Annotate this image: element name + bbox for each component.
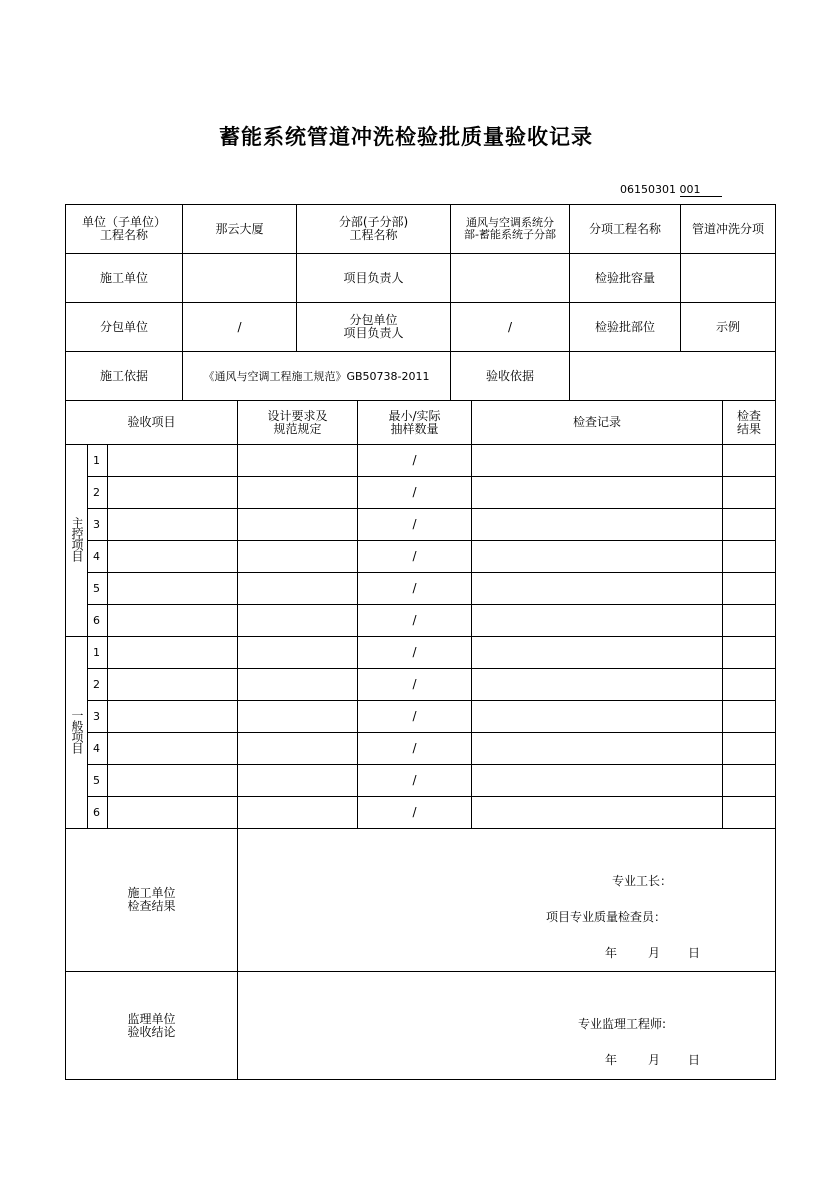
- record-cell: [472, 605, 723, 637]
- sample-cell: /: [358, 765, 472, 797]
- result-cell: [723, 733, 776, 765]
- table-row: [66, 797, 776, 829]
- subcontractor-label: 分包单位: [66, 303, 183, 352]
- sample-cell: /: [358, 445, 472, 477]
- item-cell: [108, 637, 238, 669]
- item-cell: [108, 605, 238, 637]
- header-row-unit: [66, 205, 776, 254]
- row-number: 6: [88, 797, 108, 829]
- item-cell: [108, 573, 238, 605]
- quality-inspector-label: 项目专业质量检查员：: [546, 910, 667, 924]
- result-cell: [723, 701, 776, 733]
- design-cell: [238, 445, 358, 477]
- design-cell: [238, 605, 358, 637]
- construction-unit-value: [183, 254, 297, 303]
- date-year: 年: [605, 946, 618, 960]
- sub-manager-value: /: [451, 303, 570, 352]
- design-cell: [238, 797, 358, 829]
- record-cell: [472, 637, 723, 669]
- sub-manager-label: 分包单位 项目负责人: [297, 303, 451, 352]
- unit-value: 那云大厦: [183, 205, 297, 254]
- row-number: 3: [88, 701, 108, 733]
- design-cell: [238, 477, 358, 509]
- table-row: [66, 733, 776, 765]
- design-cell: [238, 701, 358, 733]
- item-cell: [108, 733, 238, 765]
- result-cell: [723, 509, 776, 541]
- table-row: [66, 637, 776, 669]
- construction-unit-label: 施工单位: [66, 254, 183, 303]
- result-cell: [723, 797, 776, 829]
- row-number: 5: [88, 765, 108, 797]
- result-cell: [723, 669, 776, 701]
- basis-label: 施工依据: [66, 352, 183, 401]
- acceptance-basis-label: 验收依据: [451, 352, 570, 401]
- row-number: 1: [88, 637, 108, 669]
- batch-capacity-label: 检验批容量: [570, 254, 681, 303]
- construction-check-signature: [238, 829, 776, 972]
- record-cell: [472, 541, 723, 573]
- main-control-label: 主控项目: [66, 445, 88, 637]
- general-label: 一般项目: [66, 637, 88, 829]
- sample-cell: /: [358, 669, 472, 701]
- record-cell: [472, 573, 723, 605]
- result-cell: [723, 605, 776, 637]
- item-cell: [108, 701, 238, 733]
- table-row: [66, 605, 776, 637]
- subdivision-value: 通风与空调系统分 部-蓄能系统子分部: [451, 205, 570, 254]
- date-month: 月: [648, 946, 661, 960]
- construction-check-row: [66, 829, 776, 972]
- col-header-result: 检查 结果: [723, 401, 776, 445]
- table-row: [66, 669, 776, 701]
- record-cell: [472, 701, 723, 733]
- sample-cell: /: [358, 797, 472, 829]
- col-header-item: 验收项目: [66, 401, 238, 445]
- batch-location-label: 检验批部位: [570, 303, 681, 352]
- subdivision-label: 分部(子分部) 工程名称: [297, 205, 451, 254]
- record-cell: [472, 765, 723, 797]
- acceptance-basis-value: [570, 352, 776, 401]
- sample-cell: /: [358, 541, 472, 573]
- batch-capacity-value: [681, 254, 776, 303]
- design-cell: [238, 541, 358, 573]
- record-cell: [472, 477, 723, 509]
- item-cell: [108, 445, 238, 477]
- table-row: [66, 573, 776, 605]
- date-year: 年: [605, 1053, 618, 1067]
- record-cell: [472, 509, 723, 541]
- table-row: [66, 477, 776, 509]
- row-number: 4: [88, 733, 108, 765]
- supervision-label: 监理单位 验收结论: [66, 972, 238, 1080]
- inspection-table: [65, 400, 776, 1080]
- result-cell: [723, 637, 776, 669]
- foreman-label: 专业工长：: [612, 874, 673, 888]
- result-cell: [723, 445, 776, 477]
- document-code: 06150301: [620, 183, 676, 196]
- sample-cell: /: [358, 733, 472, 765]
- item-cell: [108, 541, 238, 573]
- sample-cell: /: [358, 637, 472, 669]
- row-number: 1: [88, 445, 108, 477]
- table-row: [66, 701, 776, 733]
- col-header-sample: 最小/实际 抽样数量: [358, 401, 472, 445]
- design-cell: [238, 669, 358, 701]
- item-cell: [108, 797, 238, 829]
- date-day: 日: [688, 1053, 701, 1067]
- batch-location-value: 示例: [681, 303, 776, 352]
- record-cell: [472, 669, 723, 701]
- row-number: 3: [88, 509, 108, 541]
- item-cell: [108, 765, 238, 797]
- header-row-basis: [66, 352, 776, 401]
- item-label: 分项工程名称: [570, 205, 681, 254]
- item-cell: [108, 477, 238, 509]
- unit-label: 单位（子单位） 工程名称: [66, 205, 183, 254]
- table-row: [66, 509, 776, 541]
- project-manager-value: [451, 254, 570, 303]
- design-cell: [238, 573, 358, 605]
- design-cell: [238, 733, 358, 765]
- record-cell: [472, 445, 723, 477]
- record-cell: [472, 797, 723, 829]
- date-month: 月: [648, 1053, 661, 1067]
- subcontractor-value: /: [183, 303, 297, 352]
- header-table: [65, 204, 776, 401]
- basis-value: 《通风与空调工程施工规范》GB50738-2011: [183, 352, 451, 401]
- date-day: 日: [688, 946, 701, 960]
- record-cell: [472, 733, 723, 765]
- header-row-construction: [66, 254, 776, 303]
- col-header-design: 设计要求及 规范规定: [238, 401, 358, 445]
- row-number: 4: [88, 541, 108, 573]
- document-suffix: 001: [680, 184, 722, 197]
- column-header-row: [66, 401, 776, 445]
- row-number: 2: [88, 669, 108, 701]
- item-value: 管道冲洗分项: [681, 205, 776, 254]
- sample-cell: /: [358, 573, 472, 605]
- result-cell: [723, 477, 776, 509]
- sample-cell: /: [358, 477, 472, 509]
- table-row: [66, 541, 776, 573]
- sample-cell: /: [358, 509, 472, 541]
- item-cell: [108, 669, 238, 701]
- supervising-engineer-label: 专业监理工程师:: [578, 1017, 667, 1031]
- design-cell: [238, 765, 358, 797]
- supervision-row: [66, 972, 776, 1080]
- item-cell: [108, 509, 238, 541]
- result-cell: [723, 573, 776, 605]
- supervision-signature: [238, 972, 776, 1080]
- row-number: 6: [88, 605, 108, 637]
- design-cell: [238, 509, 358, 541]
- table-row: [66, 445, 776, 477]
- sample-cell: /: [358, 605, 472, 637]
- row-number: 2: [88, 477, 108, 509]
- result-cell: [723, 765, 776, 797]
- construction-check-label: 施工单位 检查结果: [66, 829, 238, 972]
- result-cell: [723, 541, 776, 573]
- sample-cell: /: [358, 701, 472, 733]
- table-row: [66, 765, 776, 797]
- header-row-subcontract: [66, 303, 776, 352]
- col-header-record: 检查记录: [472, 401, 723, 445]
- page-title: 蓄能系统管道冲洗检验批质量验收记录: [219, 124, 593, 149]
- project-manager-label: 项目负责人: [297, 254, 451, 303]
- design-cell: [238, 637, 358, 669]
- document-number: [620, 183, 722, 197]
- row-number: 5: [88, 573, 108, 605]
